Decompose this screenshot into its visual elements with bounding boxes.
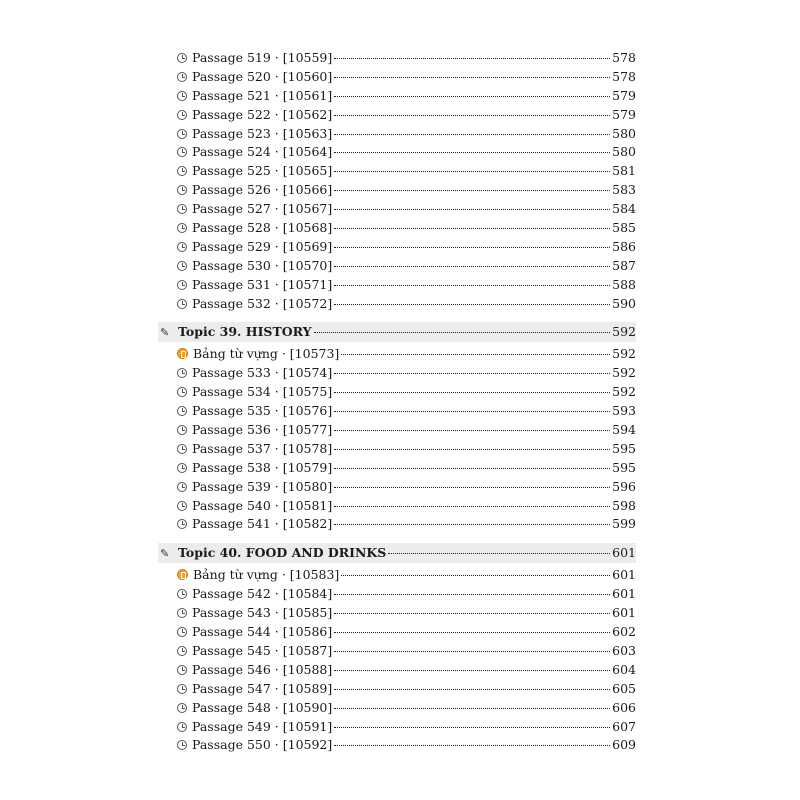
page-number: 586 xyxy=(612,238,636,254)
toc-entry[interactable] xyxy=(160,718,636,737)
clock-icon xyxy=(177,608,187,618)
toc-entry[interactable] xyxy=(160,143,636,162)
page-number: 587 xyxy=(612,257,636,273)
toc-entry[interactable] xyxy=(160,181,636,200)
toc-entry[interactable] xyxy=(160,699,636,718)
dot-leader xyxy=(334,449,610,450)
page-number: 602 xyxy=(612,624,636,640)
page-number: 596 xyxy=(612,478,636,494)
toc-entry[interactable] xyxy=(160,125,636,144)
entry-title: Passage 535 · [10576] xyxy=(192,403,333,419)
page-number: 601 xyxy=(612,605,636,621)
clock-icon xyxy=(177,684,187,694)
toc-entry[interactable] xyxy=(160,661,636,680)
page-number: 599 xyxy=(612,516,636,532)
clock-icon xyxy=(177,482,187,492)
dot-leader xyxy=(334,209,610,210)
dot-leader xyxy=(334,152,610,153)
dot-leader xyxy=(334,373,610,374)
dot-leader xyxy=(334,77,610,78)
dot-leader xyxy=(388,553,610,554)
dot-leader xyxy=(334,247,610,248)
dot-leader xyxy=(314,332,611,333)
page-number: 598 xyxy=(612,497,636,513)
toc-entry[interactable] xyxy=(160,623,636,642)
entry-title: Passage 523 · [10563] xyxy=(192,125,333,141)
entry-title: Passage 527 · [10567] xyxy=(192,201,333,217)
page-number: 606 xyxy=(612,699,636,715)
toc-entry[interactable] xyxy=(160,402,636,421)
clock-icon xyxy=(177,261,187,271)
toc-entry[interactable] xyxy=(160,515,636,534)
page-number: 592 xyxy=(612,365,636,381)
toc-entry[interactable] xyxy=(160,736,636,755)
entry-title: Passage 524 · [10564] xyxy=(192,144,333,160)
toc-entry[interactable] xyxy=(160,642,636,661)
dot-leader xyxy=(334,266,610,267)
page-number: 601 xyxy=(612,586,636,602)
toc-entry[interactable] xyxy=(160,87,636,106)
clock-icon xyxy=(177,204,187,214)
toc-entry[interactable] xyxy=(160,604,636,623)
clock-icon xyxy=(177,740,187,750)
dot-leader xyxy=(334,594,610,595)
dot-leader xyxy=(341,354,610,355)
toc-entry[interactable] xyxy=(160,345,636,364)
entry-title: Passage 531 · [10571] xyxy=(192,276,333,292)
entry-title: Passage 522 · [10562] xyxy=(192,106,333,122)
page-number: 595 xyxy=(612,440,636,456)
vocab-icon xyxy=(177,569,188,580)
clock-icon xyxy=(177,129,187,139)
clock-icon xyxy=(177,147,187,157)
dot-leader xyxy=(334,171,610,172)
clock-icon xyxy=(177,368,187,378)
entry-title: Passage 528 · [10568] xyxy=(192,220,333,236)
clock-icon xyxy=(177,627,187,637)
clock-icon xyxy=(177,242,187,252)
entry-title: Passage 520 · [10560] xyxy=(192,68,333,84)
dot-leader xyxy=(334,392,610,393)
toc-entry[interactable] xyxy=(160,383,636,402)
clock-icon xyxy=(177,406,187,416)
entry-title: Bảng từ vựng · [10573] xyxy=(193,346,340,362)
clock-icon xyxy=(177,280,187,290)
dot-leader xyxy=(334,613,610,614)
page-number: 601 xyxy=(612,567,636,583)
entry-title: Passage 548 · [10590] xyxy=(192,699,333,715)
page-number: 584 xyxy=(612,201,636,217)
page-number: 578 xyxy=(612,50,636,65)
page-number: 593 xyxy=(612,403,636,419)
dot-leader xyxy=(334,96,610,97)
pen-icon: ✎ xyxy=(160,547,170,561)
toc-entry[interactable] xyxy=(160,440,636,459)
entry-title: Passage 534 · [10575] xyxy=(192,384,333,400)
page-number: 592 xyxy=(612,346,636,362)
toc-entry[interactable] xyxy=(160,295,636,314)
clock-icon xyxy=(177,703,187,713)
toc-entry[interactable] xyxy=(160,421,636,440)
dot-leader xyxy=(334,228,610,229)
entry-title: Passage 519 · [10559] xyxy=(192,50,333,65)
dot-leader xyxy=(334,134,610,135)
entry-title: Passage 529 · [10569] xyxy=(192,238,333,254)
topic-title: Topic 39. HISTORY xyxy=(178,324,312,340)
entry-title: Passage 549 · [10591] xyxy=(192,718,333,734)
page-number: 585 xyxy=(612,220,636,236)
entry-title: Bảng từ vựng · [10583] xyxy=(193,567,340,583)
entry-title: Passage 544 · [10586] xyxy=(192,624,333,640)
dot-leader xyxy=(334,487,610,488)
page-number: 604 xyxy=(612,661,636,677)
clock-icon xyxy=(177,444,187,454)
dot-leader xyxy=(334,632,610,633)
toc-entry[interactable] xyxy=(160,585,636,604)
clock-icon xyxy=(177,387,187,397)
toc-entry[interactable] xyxy=(160,459,636,478)
page-number: 579 xyxy=(612,87,636,103)
page-number: 581 xyxy=(612,163,636,179)
toc-entry[interactable] xyxy=(160,49,636,68)
page-number: 578 xyxy=(612,68,636,84)
dot-leader xyxy=(334,285,610,286)
toc-entry[interactable] xyxy=(160,219,636,238)
clock-icon xyxy=(177,501,187,511)
dot-leader xyxy=(334,651,610,652)
dot-leader xyxy=(334,411,610,412)
page-number: 579 xyxy=(612,106,636,122)
dot-leader xyxy=(334,190,610,191)
toc-entry[interactable] xyxy=(160,364,636,383)
dot-leader xyxy=(334,689,610,690)
toc-entry[interactable] xyxy=(160,106,636,125)
dot-leader xyxy=(334,727,610,728)
clock-icon xyxy=(177,722,187,732)
dot-leader xyxy=(334,58,610,59)
clock-icon xyxy=(177,72,187,82)
entry-title: Passage 538 · [10579] xyxy=(192,459,333,475)
dot-leader xyxy=(334,708,610,709)
toc-entry[interactable] xyxy=(160,238,636,257)
entry-title: Passage 541 · [10582] xyxy=(192,516,333,532)
dot-leader xyxy=(334,670,610,671)
clock-icon xyxy=(177,166,187,176)
dot-leader xyxy=(334,745,610,746)
entry-title: Passage 543 · [10585] xyxy=(192,605,333,621)
page-number: 601 xyxy=(612,545,636,561)
toc-entry[interactable] xyxy=(160,680,636,699)
clock-icon xyxy=(177,110,187,120)
page-number: 609 xyxy=(612,737,636,753)
clock-icon xyxy=(177,519,187,529)
entry-title: Passage 539 · [10580] xyxy=(192,478,333,494)
entry-title: Passage 526 · [10566] xyxy=(192,182,333,198)
clock-icon xyxy=(177,185,187,195)
clock-icon xyxy=(177,91,187,101)
entry-title: Passage 546 · [10588] xyxy=(192,661,333,677)
page-number: 603 xyxy=(612,642,636,658)
clock-icon xyxy=(177,299,187,309)
toc-entry[interactable] xyxy=(160,68,636,87)
page-number: 595 xyxy=(612,459,636,475)
clock-icon xyxy=(177,589,187,599)
pen-icon: ✎ xyxy=(160,326,170,340)
vocab-icon xyxy=(177,348,188,359)
page-number: 590 xyxy=(612,295,636,311)
dot-leader xyxy=(334,430,610,431)
toc-entry[interactable] xyxy=(160,478,636,497)
dot-leader xyxy=(341,575,610,576)
page-number: 580 xyxy=(612,125,636,141)
toc-entry[interactable] xyxy=(160,276,636,295)
entry-title: Passage 550 · [10592] xyxy=(192,737,333,753)
entry-title: Passage 532 · [10572] xyxy=(192,295,333,311)
page-number: 588 xyxy=(612,276,636,292)
page-number: 605 xyxy=(612,680,636,696)
entry-title: Passage 525 · [10565] xyxy=(192,163,333,179)
clock-icon xyxy=(177,665,187,675)
entry-title: Passage 542 · [10584] xyxy=(192,586,333,602)
clock-icon xyxy=(177,646,187,656)
page-number: 594 xyxy=(612,422,636,438)
entry-title: Passage 545 · [10587] xyxy=(192,642,333,658)
toc-entry[interactable] xyxy=(160,162,636,181)
page-number: 583 xyxy=(612,182,636,198)
clock-icon xyxy=(177,223,187,233)
entry-title: Passage 547 · [10589] xyxy=(192,680,333,696)
dot-leader xyxy=(334,304,610,305)
clock-icon xyxy=(177,463,187,473)
page-number: 592 xyxy=(612,384,636,400)
topic-title: Topic 40. FOOD AND DRINKS xyxy=(178,545,387,561)
clock-icon xyxy=(177,53,187,63)
entry-title: Passage 536 · [10577] xyxy=(192,422,333,438)
toc-topic-heading[interactable] xyxy=(158,543,636,563)
dot-leader xyxy=(334,524,610,525)
entry-title: Passage 521 · [10561] xyxy=(192,87,333,103)
page-number: 580 xyxy=(612,144,636,160)
toc-entry[interactable] xyxy=(160,497,636,516)
entry-title: Passage 537 · [10578] xyxy=(192,440,333,456)
toc-entry[interactable] xyxy=(160,257,636,276)
toc-topic-heading[interactable] xyxy=(158,322,636,342)
entry-title: Passage 540 · [10581] xyxy=(192,497,333,513)
entry-title: Passage 530 · [10570] xyxy=(192,257,333,273)
page-number: 592 xyxy=(612,324,636,340)
table-of-contents xyxy=(160,49,636,755)
dot-leader xyxy=(334,468,610,469)
entry-title: Passage 533 · [10574] xyxy=(192,365,333,381)
page-number: 607 xyxy=(612,718,636,734)
dot-leader xyxy=(334,115,610,116)
dot-leader xyxy=(334,506,610,507)
toc-entry[interactable] xyxy=(160,200,636,219)
toc-entry[interactable] xyxy=(160,566,636,585)
clock-icon xyxy=(177,425,187,435)
